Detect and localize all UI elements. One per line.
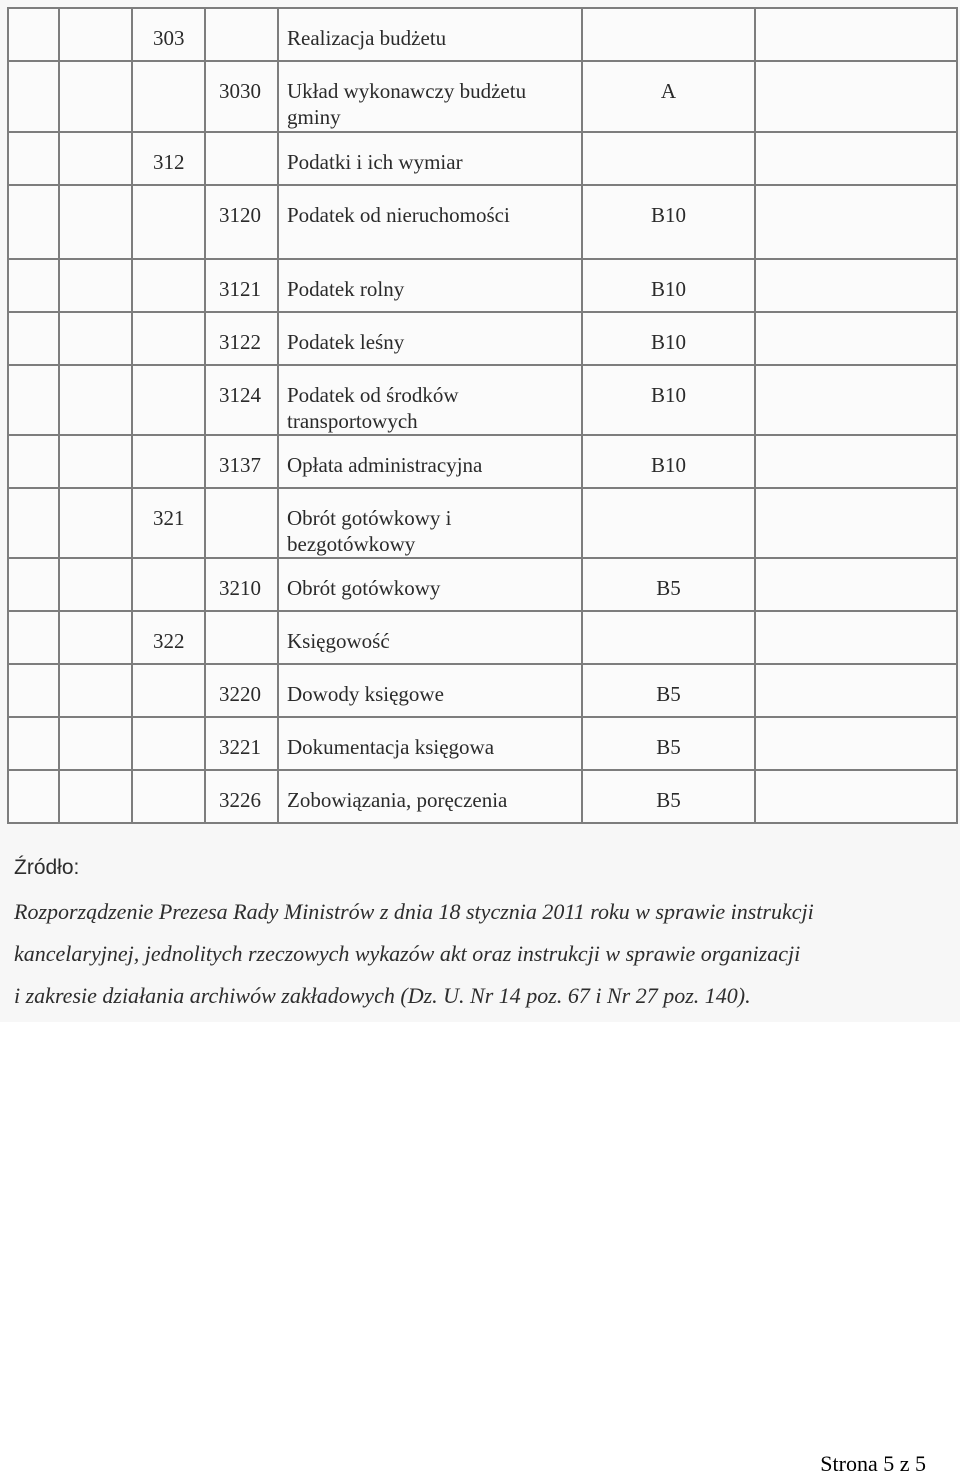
table-row — [8, 664, 957, 717]
table-row — [8, 435, 957, 488]
table-row — [8, 717, 957, 770]
group-code-cell — [132, 770, 205, 823]
class-name-cell: Dowody księgowe — [278, 664, 582, 717]
class-code-cell: 3220 — [205, 664, 278, 717]
class-code-cell — [205, 132, 278, 185]
class-code-cell — [205, 488, 278, 558]
table-row — [8, 770, 957, 823]
blank-cell — [755, 61, 957, 132]
blank-cell — [8, 8, 59, 61]
group-code-cell: 321 — [132, 488, 205, 558]
group-code-cell — [132, 259, 205, 312]
table-row — [8, 365, 957, 435]
group-code-cell — [132, 312, 205, 365]
table-row — [8, 558, 957, 611]
group-code-cell — [132, 61, 205, 132]
table-row — [8, 611, 957, 664]
blank-cell — [755, 185, 957, 259]
table-row — [8, 185, 957, 259]
blank-cell — [8, 717, 59, 770]
archive-category-cell — [582, 8, 755, 61]
blank-cell — [8, 435, 59, 488]
class-code-cell: 3120 — [205, 185, 278, 259]
group-code-cell — [132, 435, 205, 488]
blank-cell — [8, 488, 59, 558]
blank-cell — [59, 611, 132, 664]
source-label: Źródło: — [14, 856, 80, 879]
blank-cell — [755, 435, 957, 488]
class-name-cell: Dokumentacja księgowa — [278, 717, 582, 770]
blank-cell — [59, 770, 132, 823]
class-code-cell: 3030 — [205, 61, 278, 132]
class-code-cell: 3210 — [205, 558, 278, 611]
class-name-cell: Podatki i ich wymiar — [278, 132, 582, 185]
blank-cell — [8, 61, 59, 132]
class-name-cell: Obrót gotówkowy i bezgotówkowy — [278, 488, 582, 558]
class-name-cell: Podatek leśny — [278, 312, 582, 365]
blank-cell — [755, 488, 957, 558]
blank-cell — [755, 132, 957, 185]
blank-cell — [59, 488, 132, 558]
class-name-cell: Księgowość — [278, 611, 582, 664]
class-name-cell: Podatek rolny — [278, 259, 582, 312]
group-code-cell — [132, 717, 205, 770]
blank-cell — [8, 611, 59, 664]
blank-cell — [59, 435, 132, 488]
table-row — [8, 61, 957, 132]
blank-cell — [59, 259, 132, 312]
class-name-cell: Podatek od środków transportowych — [278, 365, 582, 435]
class-name-cell: Zobowiązania, poręczenia — [278, 770, 582, 823]
file-classification-table — [7, 7, 958, 824]
blank-cell — [755, 8, 957, 61]
group-code-cell — [132, 185, 205, 259]
archive-category-cell — [582, 611, 755, 664]
archive-category-cell: B10 — [582, 312, 755, 365]
blank-cell — [59, 185, 132, 259]
blank-cell — [8, 312, 59, 365]
blank-cell — [59, 664, 132, 717]
class-code-cell: 3137 — [205, 435, 278, 488]
blank-cell — [59, 717, 132, 770]
archive-category-cell: B5 — [582, 664, 755, 717]
class-name-cell: Podatek od nieruchomości — [278, 185, 582, 259]
source-line: i zakresie działania archiwów zakładowych (Dz. U. Nr 14 poz. 67 i Nr 27 poz. 140). — [14, 983, 751, 1008]
class-name-cell: Opłata administracyjna — [278, 435, 582, 488]
page-number: Strona 5 z 5 — [820, 1451, 926, 1476]
class-code-cell: 3124 — [205, 365, 278, 435]
class-code-cell: 3221 — [205, 717, 278, 770]
source-line: Rozporządzenie Prezesa Rady Ministrów z dnia 18 stycznia 2011 roku w sprawie instrukcji — [14, 899, 814, 924]
table-row — [8, 8, 957, 61]
class-code-cell — [205, 8, 278, 61]
source-line: kancelaryjnej, jednolitych rzeczowych wykazów akt oraz instrukcji w sprawie organizacji — [14, 941, 801, 966]
class-name-cell: Obrót gotówkowy — [278, 558, 582, 611]
class-code-cell: 3226 — [205, 770, 278, 823]
class-code-cell: 3122 — [205, 312, 278, 365]
blank-cell — [8, 259, 59, 312]
group-code-cell: 303 — [132, 8, 205, 61]
archive-category-cell: B10 — [582, 365, 755, 435]
archive-category-cell — [582, 488, 755, 558]
class-code-cell: 3121 — [205, 259, 278, 312]
archive-category-cell: B5 — [582, 770, 755, 823]
source-citation — [14, 891, 944, 1017]
blank-cell — [755, 717, 957, 770]
blank-cell — [755, 365, 957, 435]
archive-category-cell: B10 — [582, 259, 755, 312]
class-name-cell: Układ wykonawczy budżetu gminy — [278, 61, 582, 132]
class-name-cell: Realizacja budżetu — [278, 8, 582, 61]
blank-cell — [755, 770, 957, 823]
source-note — [14, 856, 944, 1017]
blank-cell — [8, 770, 59, 823]
blank-cell — [59, 365, 132, 435]
blank-cell — [8, 132, 59, 185]
group-code-cell — [132, 558, 205, 611]
table-row — [8, 488, 957, 558]
archive-category-cell — [582, 132, 755, 185]
blank-cell — [59, 312, 132, 365]
class-code-cell — [205, 611, 278, 664]
blank-cell — [755, 312, 957, 365]
group-code-cell: 312 — [132, 132, 205, 185]
blank-cell — [755, 611, 957, 664]
group-code-cell: 322 — [132, 611, 205, 664]
archive-category-cell: B10 — [582, 185, 755, 259]
group-code-cell — [132, 664, 205, 717]
table-body — [8, 8, 957, 823]
archive-category-cell: A — [582, 61, 755, 132]
blank-cell — [8, 664, 59, 717]
archive-category-cell: B5 — [582, 558, 755, 611]
blank-cell — [755, 558, 957, 611]
blank-cell — [59, 558, 132, 611]
blank-cell — [59, 8, 132, 61]
blank-cell — [755, 259, 957, 312]
blank-cell — [8, 185, 59, 259]
archive-category-cell: B10 — [582, 435, 755, 488]
table-row — [8, 259, 957, 312]
blank-cell — [755, 664, 957, 717]
blank-cell — [59, 132, 132, 185]
archive-category-cell: B5 — [582, 717, 755, 770]
table-row — [8, 312, 957, 365]
blank-cell — [8, 365, 59, 435]
blank-cell — [59, 61, 132, 132]
group-code-cell — [132, 365, 205, 435]
table-row — [8, 132, 957, 185]
blank-cell — [8, 558, 59, 611]
